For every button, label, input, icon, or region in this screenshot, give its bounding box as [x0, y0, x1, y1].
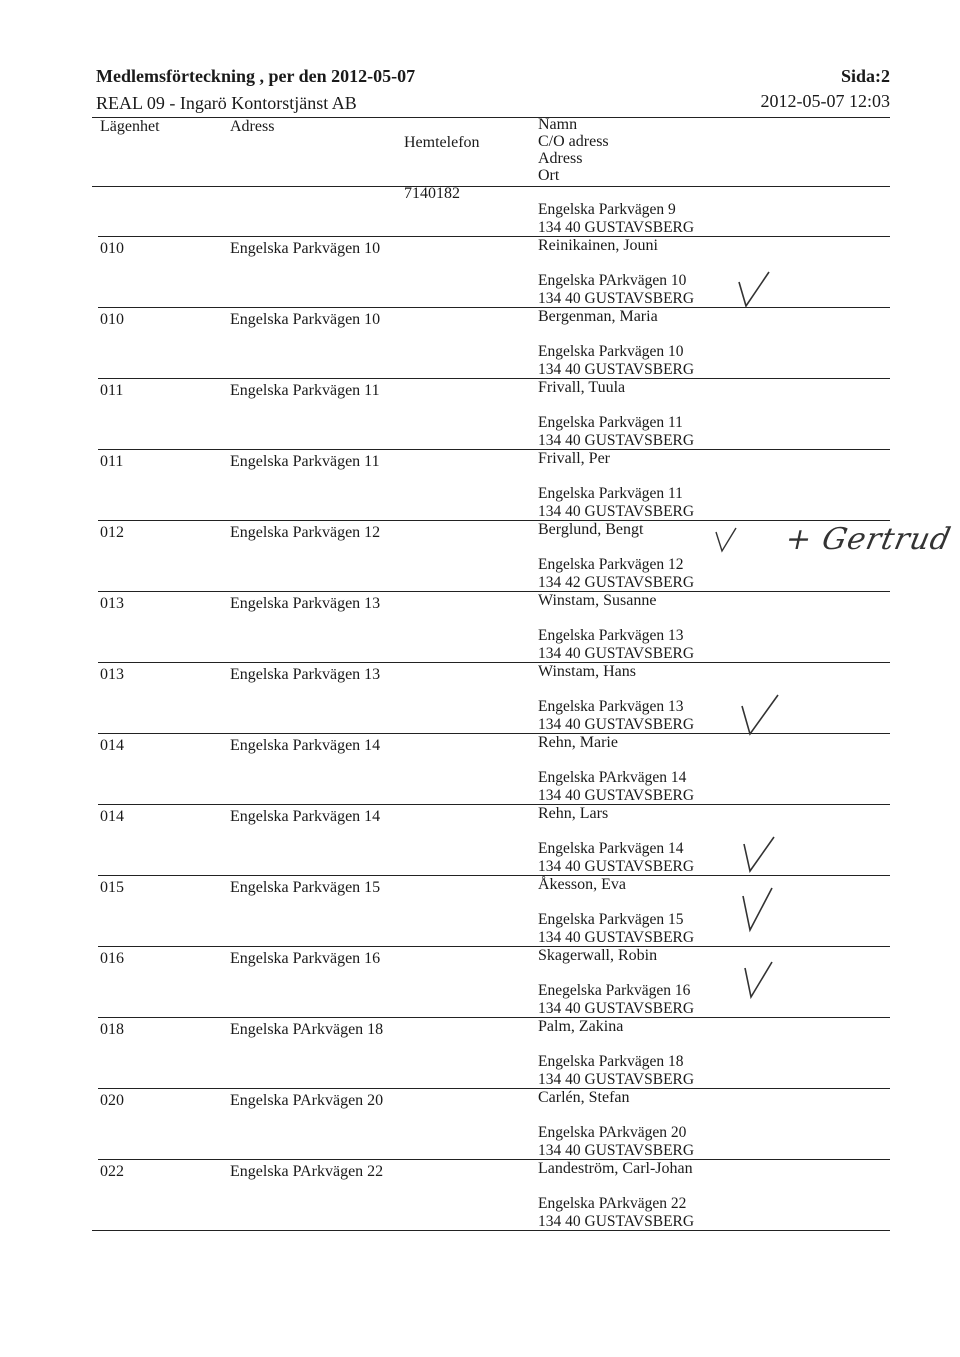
row-street: Engelska Parkvägen 13	[538, 698, 684, 715]
row-address: Engelska Parkvägen 11	[230, 453, 380, 470]
row-separator	[98, 449, 890, 450]
row-unit: 013	[100, 666, 124, 683]
col-city: Ort	[538, 167, 560, 184]
row-unit: 016	[100, 950, 124, 967]
checkmark-icon	[742, 960, 776, 1000]
row-unit: 011	[100, 453, 124, 470]
row-city: 134 40 GUSTAVSBERG	[538, 503, 695, 520]
row-name: Palm, Zakina	[538, 1018, 624, 1035]
row-address: Engelska Parkvägen 11	[230, 382, 380, 399]
row-unit: 010	[100, 311, 124, 328]
checkmark-icon	[738, 692, 782, 738]
checkmark-icon	[740, 834, 780, 874]
column-header-rule	[92, 186, 890, 187]
row-separator	[98, 236, 890, 237]
row-city: 134 40 GUSTAVSBERG	[538, 432, 695, 449]
row-address: Engelska Parkvägen 14	[230, 808, 381, 825]
row-city: 134 40 GUSTAVSBERG	[538, 361, 695, 378]
row-name: Berglund, Bengt	[538, 521, 644, 538]
row-address: Engelska Parkvägen 10	[230, 240, 381, 257]
row-street: Engelska Parkvägen 11	[538, 414, 683, 431]
row-unit: 012	[100, 524, 124, 541]
row-address: Engelska PArkvägen 20	[230, 1092, 384, 1109]
row-separator	[98, 1159, 890, 1160]
row-city: 134 40 GUSTAVSBERG	[538, 929, 695, 946]
header-rule	[92, 117, 890, 118]
row-separator	[98, 946, 890, 947]
row-separator	[98, 662, 890, 663]
row-city: 134 40 GUSTAVSBERG	[538, 1000, 695, 1017]
row-city: 134 40 GUSTAVSBERG	[538, 290, 695, 307]
row-separator	[98, 520, 890, 521]
row-unit: 018	[100, 1021, 124, 1038]
row-separator	[98, 875, 890, 876]
col-co: C/O adress	[538, 133, 609, 150]
row-address: Engelska Parkvägen 13	[230, 666, 381, 683]
print-datetime: 2012-05-07 12:03	[760, 91, 890, 111]
row-address: Engelska PArkvägen 18	[230, 1021, 384, 1038]
row-name: Landeström, Carl-Johan	[538, 1160, 693, 1177]
row-address: Engelska Parkvägen 13	[230, 595, 381, 612]
row-address: Engelska Parkvägen 14	[230, 737, 381, 754]
row-separator	[98, 804, 890, 805]
row-unit: 010	[100, 240, 124, 257]
row-city: 134 40 GUSTAVSBERG	[538, 1142, 695, 1159]
row-unit: 014	[100, 808, 124, 825]
carry-phone: 7140182	[404, 185, 460, 202]
page-number: Sida:2	[840, 66, 890, 86]
row-name: Skagerwall, Robin	[538, 947, 658, 964]
row-name: Bergenman, Maria	[538, 308, 658, 325]
row-name: Frivall, Per	[538, 450, 610, 467]
row-street: Engelska Parkvägen 14	[538, 840, 684, 857]
row-city: 134 42 GUSTAVSBERG	[538, 574, 695, 591]
row-city: 134 40 GUSTAVSBERG	[538, 858, 695, 875]
row-address: Engelska Parkvägen 15	[230, 879, 381, 896]
row-separator	[98, 378, 890, 379]
col-unit: Lägenhet	[100, 118, 160, 135]
row-city: 134 40 GUSTAVSBERG	[538, 716, 695, 733]
row-street: Engelska Parkvägen 13	[538, 627, 684, 644]
row-street: Engelska Parkvägen 15	[538, 911, 684, 928]
row-street: Engelska Parkvägen 12	[538, 556, 684, 573]
row-city: 134 40 GUSTAVSBERG	[538, 1071, 695, 1088]
row-city: 134 40 GUSTAVSBERG	[538, 1213, 695, 1230]
report-title: Medlemsförteckning , per den 2012-05-07	[96, 66, 416, 86]
row-address: Engelska Parkvägen 16	[230, 950, 381, 967]
company-name: REAL 09 - Ingarö Kontorstjänst AB	[96, 93, 357, 113]
row-separator	[98, 1017, 890, 1018]
row-name: Winstam, Hans	[538, 663, 637, 680]
row-address: Engelska Parkvägen 10	[230, 311, 381, 328]
col-address2: Adress	[538, 150, 583, 167]
row-name: Rehn, Lars	[538, 805, 609, 822]
row-unit: 014	[100, 737, 124, 754]
checkmark-icon	[736, 270, 772, 310]
row-name: Reinikainen, Jouni	[538, 237, 658, 254]
row-city: 134 40 GUSTAVSBERG	[538, 787, 695, 804]
row-name: Frivall, Tuula	[538, 379, 626, 396]
row-unit: 022	[100, 1163, 124, 1180]
handwritten-note: + Gertrud	[782, 522, 955, 557]
row-name: Winstam, Susanne	[538, 592, 657, 609]
row-name: Åkesson, Eva	[538, 876, 626, 893]
row-street: Engelska PArkvägen 10	[538, 272, 687, 289]
checkmark-icon	[714, 526, 738, 554]
col-phone: Hemtelefon	[404, 134, 480, 151]
row-unit: 013	[100, 595, 124, 612]
col-name: Namn	[538, 116, 578, 133]
carry-city: 134 40 GUSTAVSBERG	[538, 219, 695, 236]
row-separator	[98, 591, 890, 592]
row-name: Rehn, Marie	[538, 734, 618, 751]
footer-rule	[92, 1230, 890, 1231]
row-address: Engelska PArkvägen 22	[230, 1163, 384, 1180]
row-street: Engelska PArkvägen 22	[538, 1195, 687, 1212]
row-address: Engelska Parkvägen 12	[230, 524, 381, 541]
row-name: Carlén, Stefan	[538, 1089, 630, 1106]
checkmark-icon	[740, 886, 776, 934]
row-unit: 011	[100, 382, 124, 399]
row-unit: 020	[100, 1092, 124, 1109]
row-street: Enegelska Parkvägen 16	[538, 982, 691, 999]
col-address: Adress	[230, 118, 275, 135]
row-street: Engelska PArkvägen 14	[538, 769, 687, 786]
carry-street: Engelska Parkvägen 9	[538, 201, 676, 218]
row-street: Engelska Parkvägen 18	[538, 1053, 684, 1070]
row-street: Engelska Parkvägen 11	[538, 485, 683, 502]
row-street: Engelska PArkvägen 20	[538, 1124, 687, 1141]
row-street: Engelska Parkvägen 10	[538, 343, 684, 360]
row-unit: 015	[100, 879, 124, 896]
row-separator	[98, 1088, 890, 1089]
row-city: 134 40 GUSTAVSBERG	[538, 645, 695, 662]
